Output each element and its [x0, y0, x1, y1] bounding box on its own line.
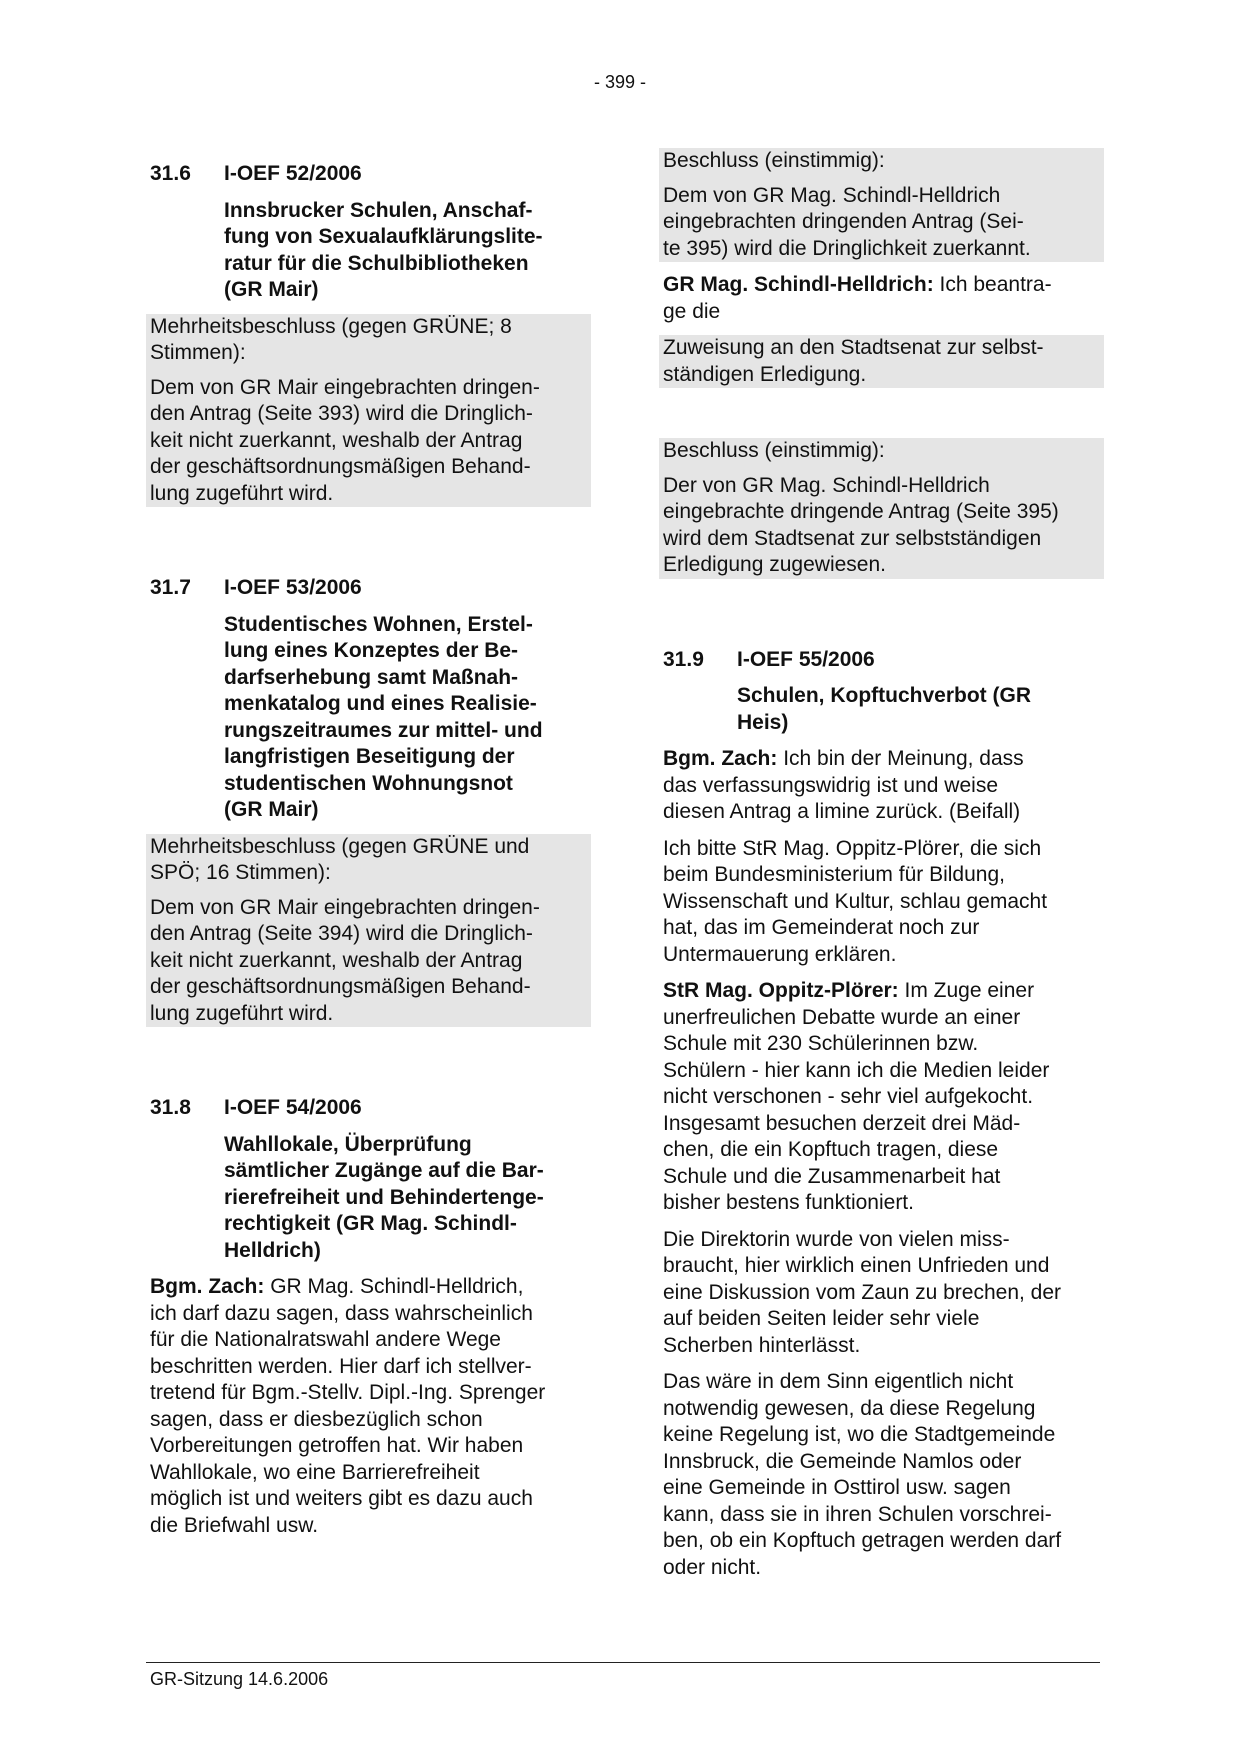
motion-paragraph [659, 272, 1104, 325]
section-code: I-OEF 55/2006 [737, 647, 875, 671]
speaker-name: Bgm. Zach: [663, 747, 778, 770]
speaker-name: GR Mag. Schindl-Helldrich: [663, 273, 934, 296]
decision-text: Dem von GR Mair eingebrachten dringen- den Antrag (Seite 393) wird die Dringlich- keit nicht zuerkannt, weshalb der Antrag der geschäftsordnungsmäßigen Behand- lung zugeführt wird. [150, 375, 540, 505]
decision-text: Der von GR Mag. Schindl-Helldrich eingebrachte dringende Antrag (Seite 395) wird dem Stadtsenat zur selbstständigen Erledigung zugewiesen. [663, 473, 1059, 576]
section-code: I-OEF 52/2006 [224, 162, 362, 185]
section-heading [146, 161, 591, 188]
motion-text: Ich beantra- ge die [663, 273, 1052, 323]
speech-paragraph: Ich bitte StR Mag. Oppitz-Plörer, die sich beim Bundesministerium für Bildung, Wissenschaft und Kultur, schlau gemacht hat, das im Gemeinderat noch zur Untermauerung erklären. [663, 836, 1048, 966]
section-31-8 [146, 1095, 591, 1539]
section-31-7 [146, 575, 591, 1027]
decision-block [146, 314, 591, 508]
page-number: - 399 - [593, 72, 647, 92]
speech-paragraph [659, 978, 1104, 1217]
section-title: Innsbrucker Schulen, Anschaf- fung von Sexualaufklärungslite- ratur für die Schulbibliotheken (GR Mair) [224, 198, 543, 301]
section-code: I-OEF 53/2006 [224, 576, 362, 599]
speaker-name: StR Mag. Oppitz-Plörer: [663, 979, 899, 1002]
motion-request [659, 335, 1104, 388]
decision-label: Beschluss (einstimmig): [663, 439, 885, 462]
section-number: 31.8 [150, 1096, 191, 1119]
section-number: 31.7 [150, 576, 191, 599]
section-number: 31.6 [150, 162, 191, 185]
section-title: Schulen, Kopftuchverbot (GR Heis) [737, 684, 1031, 734]
right-column [659, 148, 1104, 1581]
speech-paragraph: Das wäre in dem Sinn eigentlich nicht notwendig gewesen, da diese Regelung keine Regelung ist, wo die Stadtgemeinde Innsbruck, die Gemeinde Namlos oder eine Gemeinde in Osttirol usw. sagen kann, dass sie in ihren Schulen vorschrei- ben, ob ein Kopftuch getragen werden darf oder nicht. [663, 1370, 1062, 1579]
section-heading [146, 575, 591, 602]
footer-divider [146, 1662, 1100, 1663]
section-heading [146, 1095, 591, 1122]
speech-paragraph: Die Direktorin wurde von vielen miss- braucht, hier wirklich einen Unfrieden und eine Diskussion vom Zaun zu brechen, der auf beiden Seiten leider sehr viele Scherben hinterlässt. [663, 1227, 1062, 1357]
footer-text: GR-Sitzung 14.6.2006 [150, 1669, 329, 1689]
section-title: Wahllokale, Überprüfung sämtlicher Zugänge auf die Bar- rierefreiheit und Behindertenge- rechtigkeit (GR Mag. Schindl- Helldrich) [224, 1132, 544, 1262]
speech-paragraph [659, 746, 1104, 826]
speech-text: Ich bin der Meinung, dass das verfassungswidrig ist und weise diesen Antrag a limine zurück. (Beifall) [663, 747, 1024, 823]
decision-block [146, 834, 591, 1028]
decision-text: Dem von GR Mair eingebrachten dringen- den Antrag (Seite 394) wird die Dringlich- keit nicht zuerkannt, weshalb der Antrag der geschäftsordnungsmäßigen Behand- lung zugeführt wird. [150, 895, 540, 1025]
section-heading [659, 647, 1104, 674]
left-column [146, 145, 591, 1539]
speech-text: GR Mag. Schindl-Helldrich, ich darf dazu sagen, dass wahrscheinlich für die Nationalratswahl andere Wege beschritten werden. Hier darf ich stellver- tretend für Bgm.-Stellv. Dipl.-Ing. Sprenger sagen, dass er diesbezüglich schon Vorbereitungen getroffen hat. Wir haben Wahllokale, wo eine Barrierefreiheit möglich ist und weiters gibt es dazu auch die Briefwahl usw. [150, 1275, 546, 1537]
section-31-6 [146, 161, 591, 507]
speech-text: Im Zuge einer unerfreulichen Debatte wurde an einer Schule mit 230 Schülerinnen bzw. Schülern - hier kann ich die Medien leider nicht verschonen - sehr viel aufgekocht. Insgesamt besuchen derzeit drei Mäd- chen, die ein Kopftuch tragen, diese Schule und die Zusammenarbeit hat bisher bestens funktioniert. [663, 979, 1050, 1214]
section-code: I-OEF 54/2006 [224, 1096, 362, 1119]
speech-paragraph [146, 1274, 591, 1539]
section-number: 31.9 [663, 647, 704, 671]
section-title: Studentisches Wohnen, Erstel- lung eines Konzeptes der Be- darfserhebung samt Maßnah- menkatalog und eines Realisie- rungszeitraumes zur mittel- und langfristigen Beseitigung der studentischen Wohnungsnot (GR Mair) [224, 612, 543, 821]
decision-text: Dem von GR Mag. Schindl-Helldrich eingebrachten dringenden Antrag (Sei- te 395) wird die Dringlichkeit zuerkannt. [663, 183, 1031, 260]
speaker-name: Bgm. Zach: [150, 1275, 265, 1298]
decision-label: Mehrheitsbeschluss (gegen GRÜNE und SPÖ; 16 Stimmen): [150, 834, 530, 884]
section-31-9 [659, 647, 1104, 1582]
decision-block [659, 148, 1104, 262]
motion-request-text: Zuweisung an den Stadtsenat zur selbst- ständigen Erledigung. [663, 336, 1044, 386]
decision-label: Beschluss (einstimmig): [663, 149, 885, 172]
decision-block [659, 438, 1104, 579]
decision-label: Mehrheitsbeschluss (gegen GRÜNE; 8 Stimmen): [150, 314, 512, 364]
